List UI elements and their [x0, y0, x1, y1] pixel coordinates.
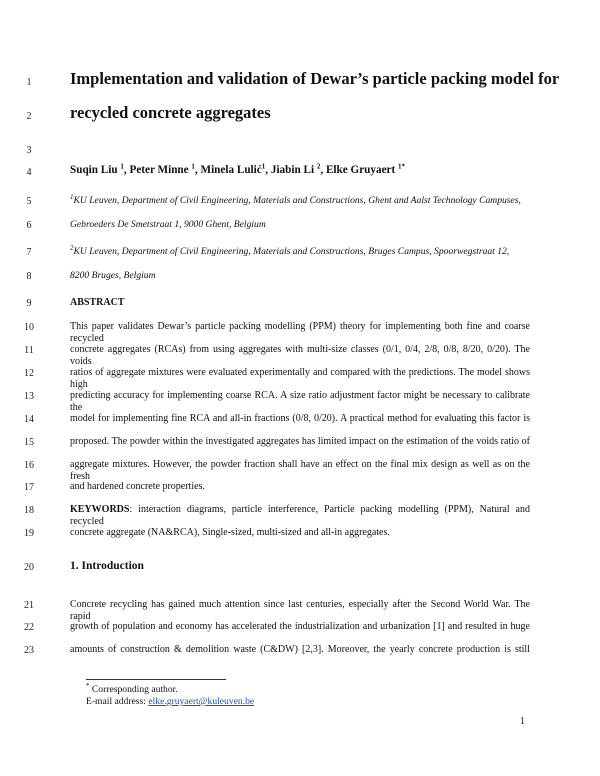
- page-number: 1: [520, 716, 525, 727]
- abstract-line: ratios of aggregate mixtures were evaluated experimentally and compared with the predictions. The model shows high: [70, 367, 530, 390]
- affiliation-1-line-2: Gebroeders De Smetstraat 1, 9000 Ghent, Belgium: [70, 219, 266, 230]
- line-number: 18: [24, 505, 34, 516]
- abstract-line: concrete aggregates (RCAs) from using aggregates with multi-size classes (0/1, 0/4, 2/8, 0/8, 8/20, 0/20). The voids: [70, 344, 530, 367]
- line-number: 12: [24, 368, 34, 379]
- line-number: 8: [26, 271, 32, 282]
- line-number: 4: [26, 167, 32, 178]
- abstract-line: This paper validates Dewar’s particle packing modelling (PPM) theory for implementing both fine and coarse recycled: [70, 321, 530, 344]
- line-number: 20: [24, 562, 34, 573]
- paper-title-line-2: recycled concrete aggregates: [70, 103, 271, 122]
- footnote-email-line: [86, 696, 254, 707]
- author-list: Suqin Liu $^1$, Peter Minne $^1$, Minela Lulić$^1$, Jiabin Li $^2$, Elke Gruyaert $^{1*}$: [70, 162, 406, 176]
- abstract-line: model for implementing fine RCA and all-in fractions (0/8, 0/20). A practical method for evaluating this factor is: [70, 413, 530, 424]
- line-number: 1: [26, 77, 32, 88]
- line-number: 5: [26, 196, 32, 207]
- line-number: 11: [24, 345, 34, 356]
- affiliation-marker: 1: [70, 192, 74, 201]
- author-affiliation-marker: 2: [316, 162, 321, 171]
- line-number: 10: [24, 322, 34, 333]
- affiliation-text: KU Leuven, Department of Civil Engineering, Materials and Constructions, Bruges Campus, Spoorwegstraat 12,: [73, 246, 510, 257]
- footnote-marker: *: [86, 681, 90, 690]
- line-number: 19: [24, 528, 34, 539]
- abstract-line: proposed. The powder within the investigated aggregates has limited impact on the estimation of the voids ratio of: [70, 436, 530, 447]
- line-number: 23: [24, 645, 34, 656]
- author-name: Elke Gruyaert: [325, 164, 396, 176]
- line-number: 16: [24, 460, 34, 471]
- line-number: 14: [24, 414, 34, 425]
- author-name: Minela Lulić: [200, 164, 262, 176]
- author-affiliation-marker: 1: [261, 162, 266, 171]
- abstract-line: aggregate mixtures. However, the powder fraction shall have an effect on the final mix design as well as on the fresh: [70, 459, 530, 482]
- keywords-line-1: [70, 504, 530, 528]
- line-number: 9: [26, 298, 32, 309]
- intro-line: amounts of construction & demolition waste (C&DW) [2,3]. Moreover, the yearly concrete production is still: [70, 644, 530, 655]
- line-number: 7: [26, 247, 32, 258]
- author-affiliation-marker: 1*: [398, 162, 406, 171]
- intro-line: growth of population and economy has accelerated the industrialization and urbanization [1] and resulted in huge: [70, 621, 530, 632]
- email-label: E-mail address:: [86, 696, 149, 707]
- abstract-line: predicting accuracy for implementing coarse RCA. A size ratio adjustment factor might be necessary to calibrate the: [70, 390, 530, 413]
- author-name: Suqin Liu: [70, 164, 118, 176]
- author-affiliation-marker: 1: [120, 162, 124, 171]
- email-link[interactable]: elke.gruyaert@kuleuven.be: [148, 696, 255, 707]
- line-number: 21: [24, 600, 34, 611]
- line-number: 6: [26, 220, 32, 231]
- footnote-text: Corresponding author.: [89, 684, 178, 695]
- line-number: 13: [24, 391, 34, 402]
- affiliation-2-line-2: 8200 Bruges, Belgium: [70, 270, 156, 281]
- line-number: 3: [26, 145, 32, 156]
- author-name: Peter Minne: [129, 164, 189, 176]
- keywords-line-2: concrete aggregate (NA&RCA), Single-sized, multi-sized and all-in aggregates.: [70, 527, 390, 538]
- author-name: Jiabin Li: [270, 164, 315, 176]
- affiliation-marker: 2: [70, 243, 74, 252]
- intro-line: Concrete recycling has gained much attention since last centuries, especially after the Second World War. The rapid: [70, 599, 530, 622]
- footnote-rule: [86, 679, 226, 680]
- author-affiliation-marker: 1: [191, 162, 195, 171]
- line-number: 15: [24, 437, 34, 448]
- line-number: 22: [24, 622, 34, 633]
- keywords-label: KEYWORDS: [70, 504, 130, 515]
- line-number: 17: [24, 482, 34, 493]
- abstract-line: and hardened concrete properties.: [70, 481, 205, 492]
- affiliation-text: KU Leuven, Department of Civil Engineering, Materials and Constructions, Ghent and Aalst Technology Campuses,: [73, 195, 521, 206]
- keywords-text: : interaction diagrams, particle interference, Particle packing modelling (PPM), Natural and recycled: [70, 504, 530, 527]
- paper-title-line-1: Implementation and validation of Dewar’s particle packing model for: [70, 69, 560, 88]
- line-number: 2: [26, 111, 32, 122]
- footnote-corresponding: [86, 681, 178, 695]
- affiliation-1-line-1: [70, 192, 530, 207]
- section-heading-introduction: 1. Introduction: [70, 560, 144, 572]
- abstract-heading: ABSTRACT: [70, 297, 125, 308]
- affiliation-2-line-1: [70, 243, 530, 258]
